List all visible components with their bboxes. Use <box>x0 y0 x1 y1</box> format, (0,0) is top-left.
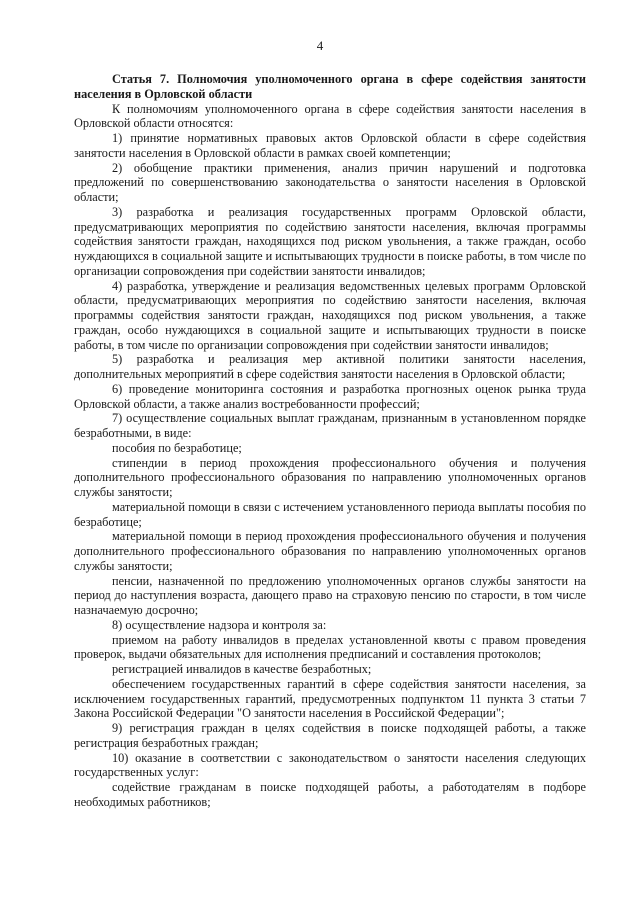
paragraph-intro: К полномочиям уполномоченного органа в сфере содействия занятости населения в Орловской области относятся: <box>74 101 586 131</box>
paragraph-item-7-unemployment-benefit: пособия по безработице; <box>112 440 242 455</box>
paragraph-item-10-job-search: содействие гражданам в поиске подходящей работы, а работодателям в подборе необходимых работников; <box>74 780 586 809</box>
page-number: 4 <box>316 38 324 53</box>
paragraph-item-7-material-aid-training: материальной помощи в период прохождения профессионального обучения и получения дополнительного профессионального образования по направлению уполномоченных органов службы занятости; <box>74 529 586 573</box>
article-body <box>74 72 586 810</box>
paragraph-item-9: 9) регистрация граждан в целях содействия в поиске подходящей работы, а также регистрация безработных граждан; <box>74 721 586 750</box>
paragraph-item-1: 1) принятие нормативных правовых актов Орловской области в сфере содействия занятости населения в Орловской области в рамках своей компетенции; <box>74 131 586 160</box>
paragraph-item-8-registration: регистрацией инвалидов в качестве безработных; <box>112 662 372 676</box>
paragraph-item-7-stipend: стипендии в период прохождения профессионального обучения и получения дополнительного профессионального образования по направлению уполномоченных органов службы занятости; <box>74 455 586 499</box>
paragraph-item-7-pension: пенсии, назначенной по предложению уполномоченных органов службы занятости на период до наступления возраста, дающего право на страховую пенсию по старости, в том числе назначаемую досрочно; <box>74 573 586 617</box>
paragraph-item-8-quota-hiring: приемом на работу инвалидов в пределах установленной квоты с правом проведения проверок, выдачи обязательных для исполнения предписаний и составления протоколов; <box>74 632 586 662</box>
paragraph-item-10: 10) оказание в соответствии с законодательством о занятости населения следующих государственных услуг: <box>74 750 586 780</box>
paragraph-item-4: 4) разработка, утверждение и реализация ведомственных целевых программ Орловской области, предусматривающих мероприятия по содействию занятости населения, включая программы содействия занятости граждан, находящихся под риском увольнения, а также граждан, особо нуждающихся в социальной защите и испытывающих трудности в поиске работы, в том числе по организации сопровождения при содействии занятости инвалидов; <box>74 278 586 352</box>
paragraph-item-7: 7) осуществление социальных выплат гражданам, признанным в установленном порядке безработными, в виде: <box>74 411 586 440</box>
paragraph-item-3: 3) разработка и реализация государственных программ Орловской области, предусматривающих мероприятия по содействию занятости населения, включая программы содействия занятости граждан, находящихся под риском увольнения, а также граждан, особо нуждающихся в социальной защите и испытывающих трудности в поиске работы, в том числе по организации сопровождения при содействии занятости инвалидов; <box>74 204 586 278</box>
paragraph-item-8: 8) осуществление надзора и контроля за: <box>112 617 327 632</box>
paragraph-item-5: 5) разработка и реализация мер активной политики занятости населения, дополнительных мероприятий в сфере содействия занятости населения в Орловской области; <box>74 352 586 381</box>
paragraph-item-6: 6) проведение мониторинга состояния и разработка прогнозных оценок рынка труда Орловской области, а также анализ востребованности профессий; <box>74 381 586 411</box>
paragraph-item-8-guarantees: обеспечением государственных гарантий в сфере содействия занятости населения, за исключением государственных гарантий, предусмотренных подпунктом 11 пункта 3 статьи 7 Закона Российской Федерации "О занятости населения в Российской Федерации"; <box>74 676 586 721</box>
paragraph-item-2: 2) обобщение практики применения, анализ причин нарушений и подготовка предложений по совершенствованию законодательства о занятости населения в Орловской области; <box>74 160 586 204</box>
paragraph-item-7-material-aid-expiry: материальной помощи в связи с истечением установленного периода выплаты пособия по безработице; <box>74 499 586 529</box>
article-heading: Статья 7. Полномочия уполномоченного органа в сфере содействия занятости населения в Орловской области <box>74 72 586 101</box>
